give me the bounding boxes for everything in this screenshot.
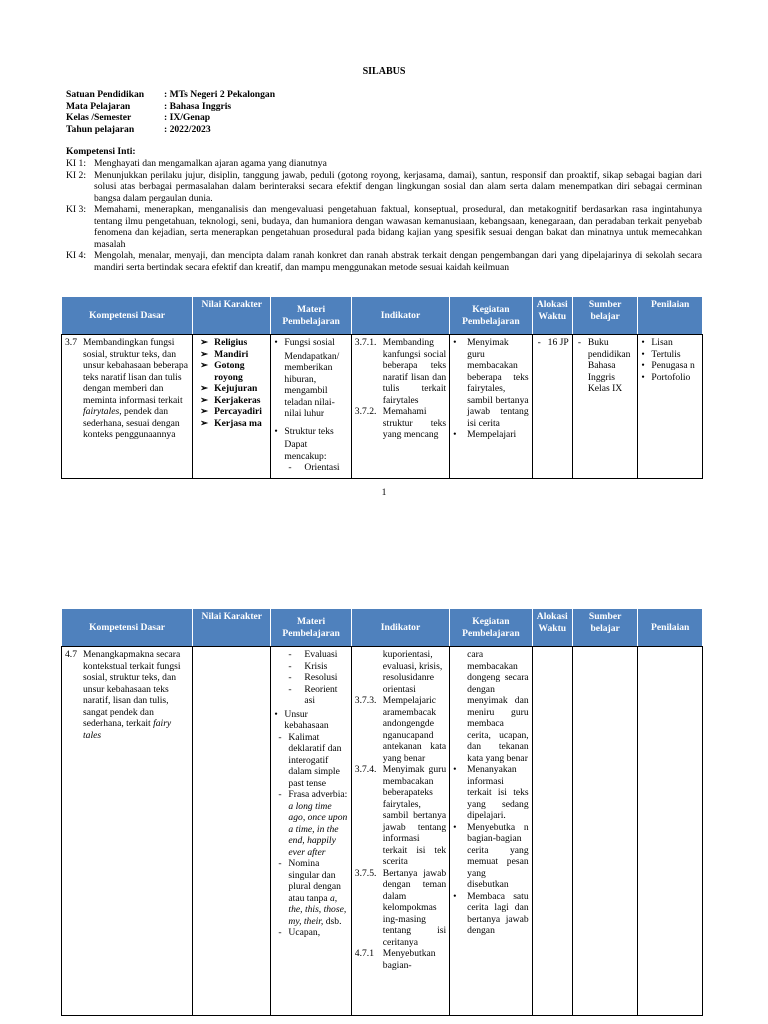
ki-item	[66, 204, 702, 250]
ki-item	[66, 250, 702, 273]
table-header-row	[62, 609, 703, 647]
bullet-icon: •	[453, 337, 457, 348]
materi-sub: Mendapatkan/ memberikan hiburan, mengambil teladan nilai-nilai luhur	[284, 350, 340, 419]
materi-dash-item: - Resolusi	[288, 672, 338, 683]
indikator-item: 3.7.3. Mempelajaric aramembacak andongengde nganucapand antekanan kata yang benar	[354, 695, 447, 764]
materi-sub-item: - Kalimat deklaratif dan interogatif dalam simple past tense	[278, 731, 342, 789]
cell-indikator	[351, 335, 449, 479]
kd-italic: fairy tales	[83, 718, 172, 741]
document-title: SILABUS	[362, 66, 406, 77]
cell-sumber: - Buku pendidikan Bahasa Inggris Kelas IX	[572, 335, 638, 479]
ki-item	[66, 158, 702, 170]
header-indikator: Indikator	[351, 609, 449, 647]
cell-nilai-karakter	[193, 335, 271, 479]
kd-text: Menangkapmakna secara kontekstual terkait fungsi sosial, struktur teks, dan unsur kebahasaan teks naratif, lisan dan tulis, sangat pendek dan sederhana, terkait	[83, 649, 181, 729]
materi-sub-item: - Nomina singular dan plural dengan atau tanpa a, the, this, those, my, their, dsb.	[278, 858, 347, 927]
info-row	[66, 101, 275, 113]
materi-dash-item: - Reorient asi	[288, 683, 338, 706]
header-alokasi: Alokasi Waktu	[532, 297, 572, 335]
bullet-icon: •	[453, 764, 457, 775]
alokasi-value: 16 JP	[547, 337, 569, 348]
cell-alokasi: - 16 JP	[532, 335, 572, 479]
info-row	[66, 89, 275, 101]
arrow-icon: ➢	[200, 348, 209, 360]
materi-sub-item: - Ucapan,	[278, 927, 321, 938]
kegiatan-item: • Menyimak guru membacakan beberapa teks fairytales, sambil bertanya jawab tentang isi cerita	[453, 337, 529, 429]
penilaian-item: • Tertulis	[641, 348, 681, 360]
bullet-icon: •	[641, 371, 645, 383]
page-2	[0, 540, 768, 1024]
header-penilaian: Penilaian	[638, 297, 703, 335]
indikator-item: 3.7.4. Menyimak guru membacakan beberapateks fairytales, sambil bertanya jawab tentang informasi terkait isi tek scerita	[354, 764, 447, 867]
nilai-item: ➢ Gotong royong	[200, 360, 245, 383]
header-kompetensi-dasar: Kompetensi Dasar	[62, 609, 193, 647]
nilai-item: ➢ Kejujuran	[200, 383, 258, 394]
header-nilai-karakter: Nilai Karakter	[193, 297, 271, 335]
cell-materi	[271, 335, 351, 479]
cell-penilaian	[638, 335, 703, 479]
info-block	[66, 89, 275, 135]
ki-num: KI 3:	[66, 204, 86, 215]
bullet-icon: •	[453, 890, 457, 902]
cell-kompetensi-dasar	[62, 647, 193, 1016]
kd-text: Membandingkan fungsi sosial, struktur teks, dan unsur kebahasaan beberapa teks naratif lisan dan tulis dengan memberi dan meminta informasi terkait	[83, 337, 188, 406]
cell-kegiatan	[450, 335, 533, 479]
ki-list	[66, 158, 702, 273]
bullet-icon: •	[274, 337, 278, 348]
ki-text: Menunjukkan perilaku jujur, disiplin, tanggung jawab, peduli (gotong royong, kerjasama, damai), santun, responsif dan proaktif, sikap sebagai bagian dari solusi atas berbagai permasalahan dalam berinteraksi secara efektif dengan lingkungan sosial dan alam serta dalam menempatkan diri sebagai cerminan bangsa dalam pergaulan dunia.	[94, 169, 702, 204]
indikator-item: 4.7.1 Menyebutkan bagian-	[354, 948, 436, 971]
bullet-icon: •	[641, 337, 645, 348]
cell-penilaian	[638, 647, 703, 1016]
ki-text: Mengolah, menalar, menyaji, dan mencipta dalam ranah konkret dan ranah abstrak terkait dengan pengembangan dari yang dipelajarinya di sekolah secara mandiri serta bertindak secara efektif dan kreatif, dan mampu menggunakan metode sesuai kaidah keilmuan	[94, 250, 702, 273]
arrow-icon: ➢	[200, 406, 209, 417]
cell-alokasi	[532, 647, 572, 1016]
header-sumber: Sumber belajar	[572, 609, 638, 647]
ki-item	[66, 170, 702, 205]
bullet-icon: •	[274, 425, 278, 437]
sumber-value: Buku pendidikan Bahasa Inggris Kelas IX	[587, 337, 631, 394]
header-kompetensi-dasar: Kompetensi Dasar	[62, 297, 193, 335]
arrow-icon: ➢	[200, 337, 209, 348]
materi-dash-item: - Orientasi	[288, 462, 340, 473]
indikator-item: 3.7.2. Memahami struktur teks yang mencang	[354, 406, 447, 440]
materi-dash-item: - Krisis	[288, 660, 328, 672]
header-indikator: Indikator	[351, 297, 449, 335]
materi-item: • Unsur kebahasaan	[274, 708, 329, 731]
info-label: Mata Pelajaran	[66, 100, 131, 112]
nilai-item: ➢ Kerjasa ma	[200, 417, 262, 429]
ki-num: KI 4:	[66, 250, 86, 261]
table-row	[62, 335, 703, 479]
kd-italic: fairytales	[83, 406, 120, 417]
table-header-row	[62, 297, 703, 335]
silabus-table-page-2	[61, 608, 703, 1016]
silabus-table-page-1	[61, 296, 703, 479]
kegiatan-item: • Menanyakan informasi terkait isi teks yang sedang dipelajari.	[453, 764, 529, 821]
bullet-icon: •	[453, 429, 457, 440]
ki-num: KI 1:	[66, 158, 86, 169]
nilai-item: ➢ Kerjakeras	[200, 394, 261, 406]
header-materi: Materi Pembelajaran	[271, 609, 351, 647]
arrow-icon: ➢	[200, 394, 209, 406]
header-sumber: Sumber belajar	[572, 297, 638, 335]
penilaian-item: • Portofolio	[641, 371, 691, 383]
kegiatan-item: • Membaca satu cerita lagi dan bertanya jawab dengan	[453, 890, 529, 936]
kd-text-2: , pendek dan sederhana, sesuai dengan konteks penggunaannya	[83, 406, 180, 440]
ki-num: KI 2:	[66, 169, 86, 181]
arrow-icon: ➢	[200, 383, 209, 394]
kegiatan-item: • Menyebutka n bagian-bagian cerita yang memuat pesan yang disebutkan	[453, 821, 529, 890]
table-row	[62, 647, 703, 1016]
page-number: 1	[381, 487, 387, 498]
penilaian-item: • Lisan	[641, 337, 673, 348]
bullet-icon: •	[274, 708, 278, 720]
cell-sumber	[572, 647, 638, 1016]
nilai-item: ➢ Religius	[200, 337, 248, 348]
header-penilaian: Penilaian	[638, 609, 703, 647]
info-value: : Bahasa Inggris	[164, 100, 232, 112]
kd-number: 3.7	[65, 337, 77, 348]
info-row	[66, 124, 275, 136]
kegiatan-continuation: cara membacakan dongeng secara dengan menyimak dan meniru guru membaca cerita, ucapan, dan tekanan kata yang benar	[467, 649, 529, 764]
penilaian-item: • Penugasa n	[641, 360, 695, 371]
bullet-icon: •	[453, 821, 457, 833]
indikator-item: 3.7.5. Bertanya jawab dengan teman dalam kelompokmas ing-masing tentang isi ceritanya	[354, 867, 447, 948]
materi-item: • Fungsi sosial	[274, 337, 335, 348]
bullet-icon: •	[641, 360, 645, 371]
cell-kompetensi-dasar	[62, 335, 193, 479]
ki-heading: Kompetensi Inti:	[66, 146, 136, 157]
materi-item: • Struktur teks	[274, 425, 334, 437]
info-value: : IX/Genap	[164, 112, 211, 124]
arrow-icon: ➢	[200, 417, 209, 429]
materi-sub-item: - Frasa adverbia: a long time ago, once upon a time, in the end, happily ever after	[278, 789, 348, 858]
kd-number: 4.7	[65, 649, 77, 660]
arrow-icon: ➢	[200, 360, 209, 371]
indikator-continuation: kuporientasi, evaluasi, krisis, resolusidanre orientasi	[382, 649, 443, 695]
cell-materi	[271, 647, 351, 1016]
nilai-item: ➢ Mandiri	[200, 348, 249, 360]
cell-nilai-karakter	[193, 647, 271, 1016]
bullet-icon: •	[641, 348, 645, 360]
ki-text: Menghayati dan mengamalkan ajaran agama yang dianutnya	[94, 158, 327, 169]
info-label: Kelas /Semester	[66, 112, 132, 124]
header-kegiatan: Kegiatan Pembelajaran	[450, 297, 533, 335]
info-value: : MTs Negeri 2 Pekalongan	[164, 89, 276, 100]
header-kegiatan: Kegiatan Pembelajaran	[450, 609, 533, 647]
header-nilai-karakter: Nilai Karakter	[193, 609, 271, 647]
cell-indikator	[351, 647, 449, 1016]
indikator-item: 3.7.1. Membanding kanfungsi social beberapa teks naratif lisan dan tulis terkait fairytales	[354, 337, 447, 406]
materi-dash-item: - Evaluasi	[288, 649, 338, 660]
header-materi: Materi Pembelajaran	[271, 297, 351, 335]
info-label: Tahun pelajaran	[66, 123, 135, 135]
nilai-item: ➢ Percayadiri	[200, 406, 262, 417]
info-label: Satuan Pendidikan	[66, 89, 145, 100]
header-alokasi: Alokasi Waktu	[532, 609, 572, 647]
info-row	[66, 112, 275, 124]
kegiatan-item: • Mempelajari	[453, 429, 517, 440]
cell-kegiatan	[450, 647, 533, 1016]
materi-sub: Dapat mencakup:	[284, 439, 327, 462]
info-value: : 2022/2023	[164, 123, 211, 135]
ki-text: Memahami, menerapkan, menganalisis dan mengevaluasi pengetahuan faktual, konseptual, prosedural, dan metakognitif berdasarkan rasa ingintahunya tentang ilmu pengetahuan, teknologi, seni, budaya, dan humaniora dengan wawasan kemanusiaan, kebangsaan, kenegaraan, dan peradaban terkait penyebab fenomena dan kejadian, serta menerapkan pengetahuan prosedural pada bidang kajian yang spesifik sesuai dengan bakat dan minatnya untuk memecahkan masalah	[94, 204, 702, 250]
